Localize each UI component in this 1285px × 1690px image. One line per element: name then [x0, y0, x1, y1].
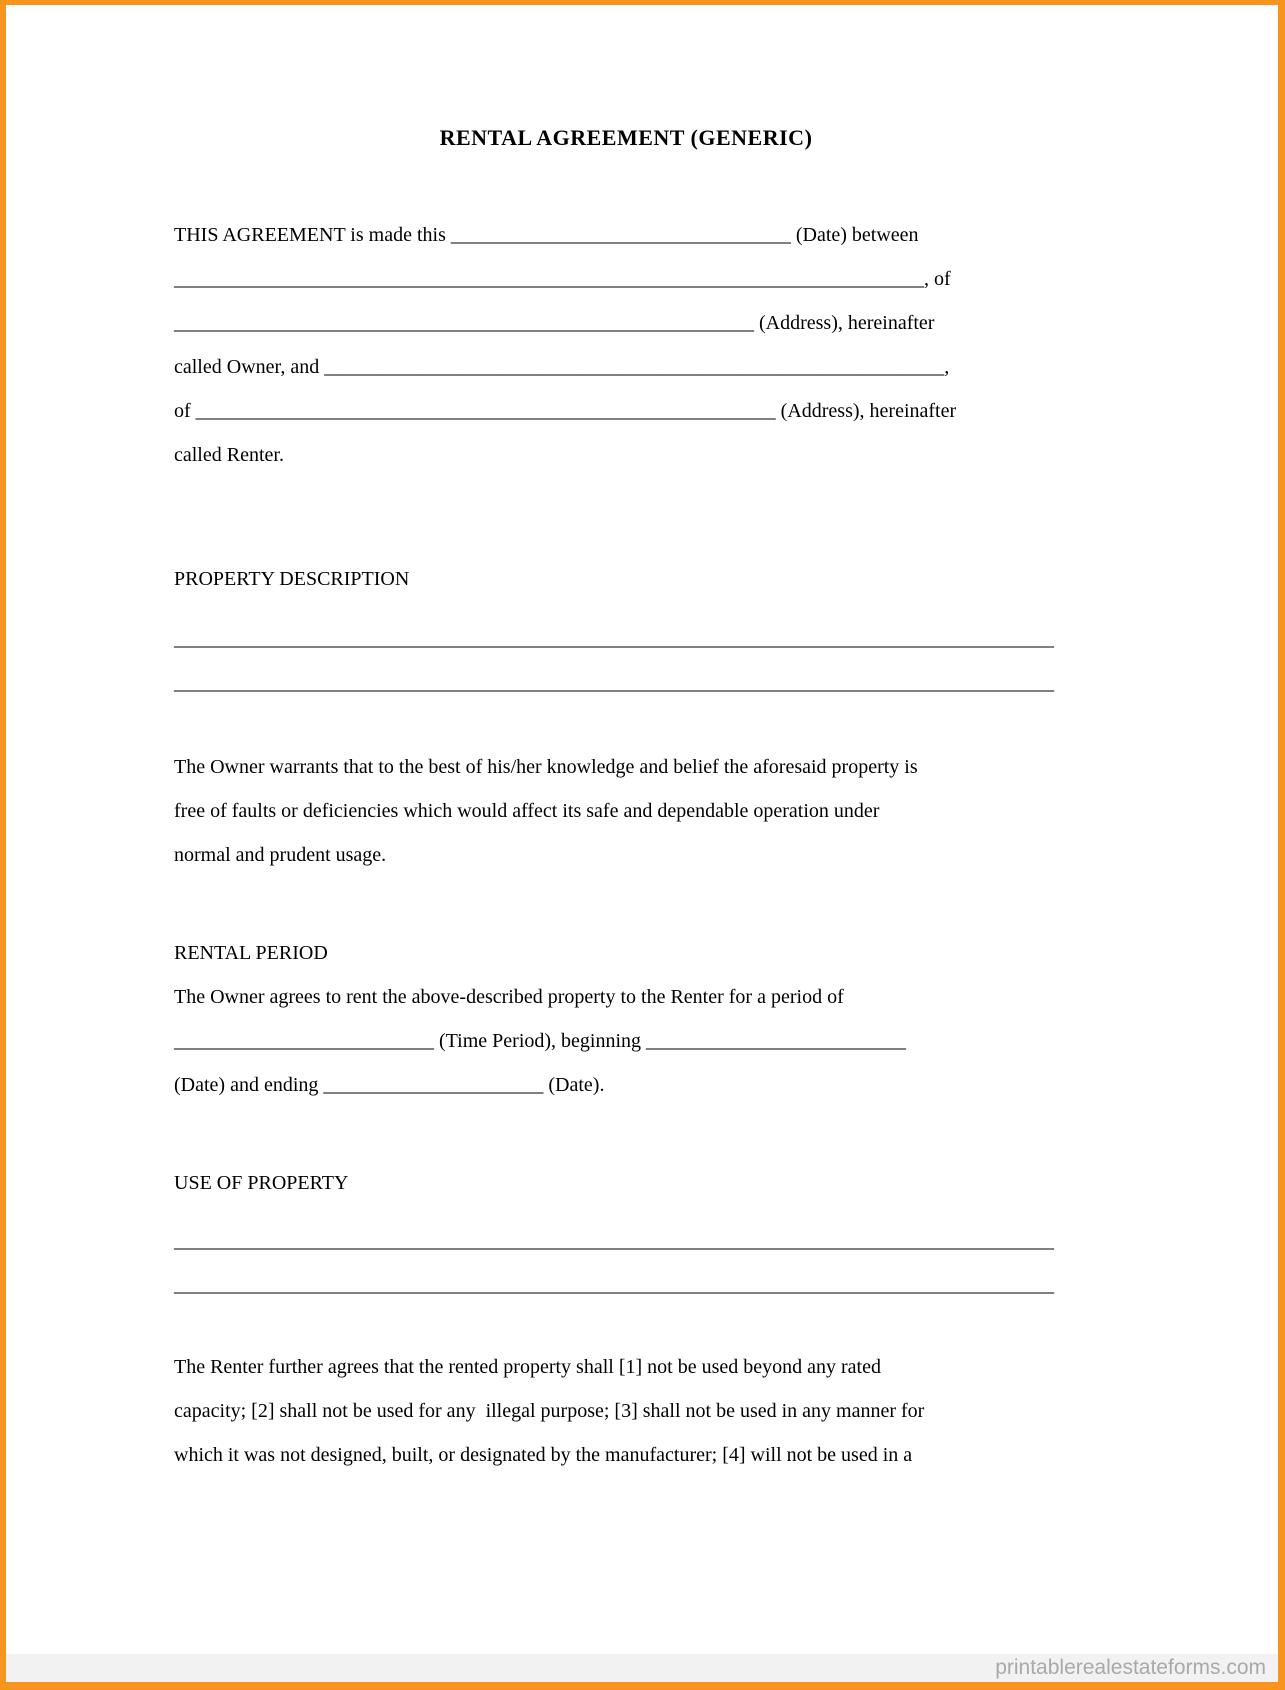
intro-line: called Owner, and ______________________________________________________________, — [174, 356, 950, 378]
blank-fill-line: ________________________________________________________________________________________ — [174, 628, 1054, 650]
footer-bar — [6, 1654, 1278, 1682]
intro-paragraph — [174, 213, 1078, 477]
terms-paragraph — [174, 1345, 1078, 1477]
footer-site-label: printablerealestateforms.com — [995, 1656, 1266, 1679]
blank-fill-line: ________________________________________________________________________________________ — [174, 1274, 1054, 1296]
rental-period-line: The Owner agrees to rent the above-described property to the Renter for a period of — [174, 986, 844, 1008]
intro-line: called Renter. — [174, 444, 284, 466]
rental-period-paragraph — [174, 975, 1078, 1107]
rental-period-line: (Date) and ending ______________________ (Date). — [174, 1074, 605, 1096]
warranty-line: free of faults or deficiencies which would affect its safe and dependable operation under — [174, 800, 880, 822]
warranty-line: The Owner warrants that to the best of his/her knowledge and belief the aforesaid property is — [174, 756, 918, 778]
terms-line: which it was not designed, built, or designated by the manufacturer; [4] will not be used in a — [174, 1444, 913, 1466]
blank-fill-line: ________________________________________________________________________________________ — [174, 1230, 1054, 1252]
intro-line: of __________________________________________________________ (Address), hereinafter — [174, 400, 957, 422]
use-of-property-blank-lines — [174, 1219, 1078, 1307]
rental-agreement-document — [6, 5, 1278, 1477]
terms-line: The Renter further agrees that the rented property shall [1] not be used beyond any rated — [174, 1356, 881, 1378]
section-heading-use-of-property: USE OF PROPERTY — [174, 1172, 349, 1194]
intro-line: __________________________________________________________ (Address), hereinafter — [174, 312, 935, 334]
intro-line: THIS AGREEMENT is made this __________________________________ (Date) between — [174, 224, 919, 246]
intro-line: ___________________________________________________________________________, of — [174, 268, 951, 290]
document-title: RENTAL AGREEMENT (GENERIC) — [439, 125, 813, 150]
property-description-blank-lines — [174, 617, 1078, 705]
rental-period-line: __________________________ (Time Period), beginning __________________________ — [174, 1030, 907, 1052]
warranty-paragraph — [174, 745, 1078, 877]
section-heading-property-description: PROPERTY DESCRIPTION — [174, 568, 410, 590]
terms-line: capacity; [2] shall not be used for any illegal purpose; [3] shall not be used in any manner for — [174, 1400, 925, 1422]
blank-fill-line: ________________________________________________________________________________________ — [174, 672, 1054, 694]
section-heading-rental-period: RENTAL PERIOD — [174, 942, 328, 964]
warranty-line: normal and prudent usage. — [174, 844, 387, 866]
